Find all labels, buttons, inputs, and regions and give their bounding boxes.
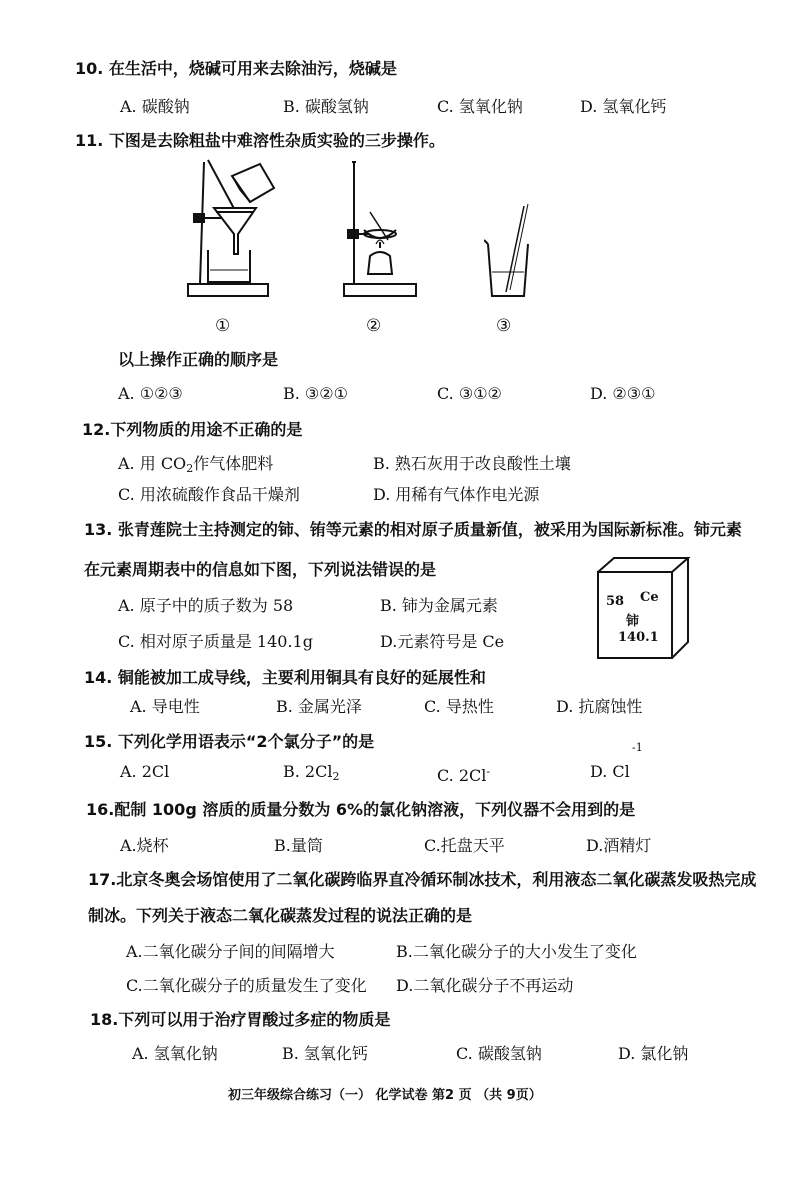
q15-option-b[interactable] [283,762,339,787]
q12-option-a-post: 作气体肥料 [193,454,274,473]
figure-label-3: ③ [496,316,512,336]
element-name: 铈 [626,614,640,629]
element-symbol: Ce [640,590,659,605]
q17-option-b[interactable]: B.二氧化碳分子的大小发生了变化 [396,942,637,961]
q14-option-d[interactable]: D. 抗腐蚀性 [556,697,643,716]
figure-label-2: ② [366,316,382,336]
q18-option-d[interactable]: D. 氯化钠 [618,1044,689,1063]
question-18-stem: 18.下列可以用于治疗胃酸过多症的物质是 [90,1010,391,1029]
q16-option-d[interactable]: D.酒精灯 [586,836,652,855]
q10-option-c[interactable]: C. 氢氧化钠 [437,97,523,116]
q15-option-c-pre: C. 2Cl [437,766,487,785]
q17-option-d[interactable]: D.二氧化碳分子不再运动 [396,976,574,995]
filtration-apparatus-figure [180,158,280,304]
q12-option-b[interactable]: B. 熟石灰用于改良酸性土壤 [373,454,571,473]
q13-option-a[interactable]: A. 原子中的质子数为 58 [118,596,294,615]
q15-option-c[interactable] [437,762,490,786]
q15-option-c-superscript: - [486,765,491,778]
q18-option-a[interactable]: A. 氢氧化钠 [132,1044,218,1063]
q15-option-d[interactable]: D. Cl [590,762,630,781]
evaporation-apparatus-figure [340,160,420,304]
question-16-stem: 16.配制 100g 溶质的质量分数为 6%的氯化钠溶液，下列仪器不会用到的是 [86,800,636,819]
q14-option-a[interactable]: A. 导电性 [130,697,200,716]
q11-option-c[interactable]: C. ③①② [437,384,502,403]
question-10-stem: 10. 在生活中，烧碱可用来去除油污，烧碱是 [75,59,397,78]
q15-option-b-subscript: 2 [332,770,340,783]
q11-option-d[interactable]: D. ②③① [590,384,656,403]
q12-option-a-subscript: 2 [186,462,194,475]
q16-option-c[interactable]: C.托盘天平 [424,836,505,855]
q13-option-c[interactable]: C. 相对原子质量是 140.1g [118,632,313,651]
question-11-stem: 11. 下图是去除粗盐中难溶性杂质实验的三步操作。 [75,131,445,150]
q10-option-d[interactable]: D. 氢氧化钙 [580,97,667,116]
question-15-stem: 15. 下列化学用语表示“2个氯分子”的是 [84,732,375,751]
q10-option-b[interactable]: B. 碳酸氢钠 [283,97,369,116]
question-13-stem-line1: 13. 张青莲院士主持测定的铈、铕等元素的相对原子质量新值，被采用为国际新标准。铈元素 [84,520,742,539]
q15-option-a[interactable]: A. 2Cl [120,762,170,781]
q18-option-c[interactable]: C. 碳酸氢钠 [456,1044,542,1063]
q14-option-c[interactable]: C. 导热性 [424,697,494,716]
question-17-stem-line2: 制冰。下列关于液态二氧化碳蒸发过程的说法正确的是 [88,906,473,925]
q12-option-c[interactable]: C. 用浓硫酸作食品干燥剂 [118,485,300,504]
element-atomic-number: 58 [606,594,625,609]
q15-option-b-pre: B. 2Cl [283,762,333,781]
q17-option-a[interactable]: A.二氧化碳分子间的间隔增大 [126,942,335,961]
q11-option-a[interactable]: A. ①②③ [118,384,183,403]
q17-option-c[interactable]: C.二氧化碳分子的质量发生了变化 [126,976,367,995]
question-11-sub-stem: 以上操作正确的顺序是 [118,350,279,369]
q12-option-d[interactable]: D. 用稀有气体作电光源 [373,485,540,504]
question-13-stem-line2: 在元素周期表中的信息如下图，下列说法错误的是 [84,560,437,579]
q16-option-a[interactable]: A.烧杯 [120,836,169,855]
question-12-stem: 12.下列物质的用途不正确的是 [82,420,303,439]
q16-option-b[interactable]: B.量筒 [274,836,323,855]
q12-option-a[interactable] [118,454,273,479]
q13-option-b[interactable]: B. 铈为金属元素 [380,596,498,615]
page-footer: 初三年级综合练习（一） 化学试卷 第2 页 （共 9页） [228,1088,542,1103]
q18-option-b[interactable]: B. 氢氧化钙 [282,1044,368,1063]
element-atomic-mass: 140.1 [618,630,659,645]
dissolving-beaker-figure [484,200,534,300]
q12-option-a-pre: A. 用 CO [118,454,187,473]
q15-option-d-valence: -1 [632,741,643,754]
figure-label-1: ① [215,316,231,336]
question-14-stem: 14. 铜能被加工成导线，主要利用铜具有良好的延展性和 [84,668,486,687]
q13-option-d[interactable]: D.元素符号是 Ce [380,632,505,651]
q14-option-b[interactable]: B. 金属光泽 [276,697,362,716]
question-17-stem-line1: 17.北京冬奥会场馆使用了二氧化碳跨临界直冷循环制冰技术，利用液态二氧化碳蒸发吸热完成 [88,870,757,889]
q11-option-b[interactable]: B. ③②① [283,384,348,403]
q10-option-a[interactable]: A. 碳酸钠 [120,97,190,116]
element-cell-cerium [596,556,692,660]
